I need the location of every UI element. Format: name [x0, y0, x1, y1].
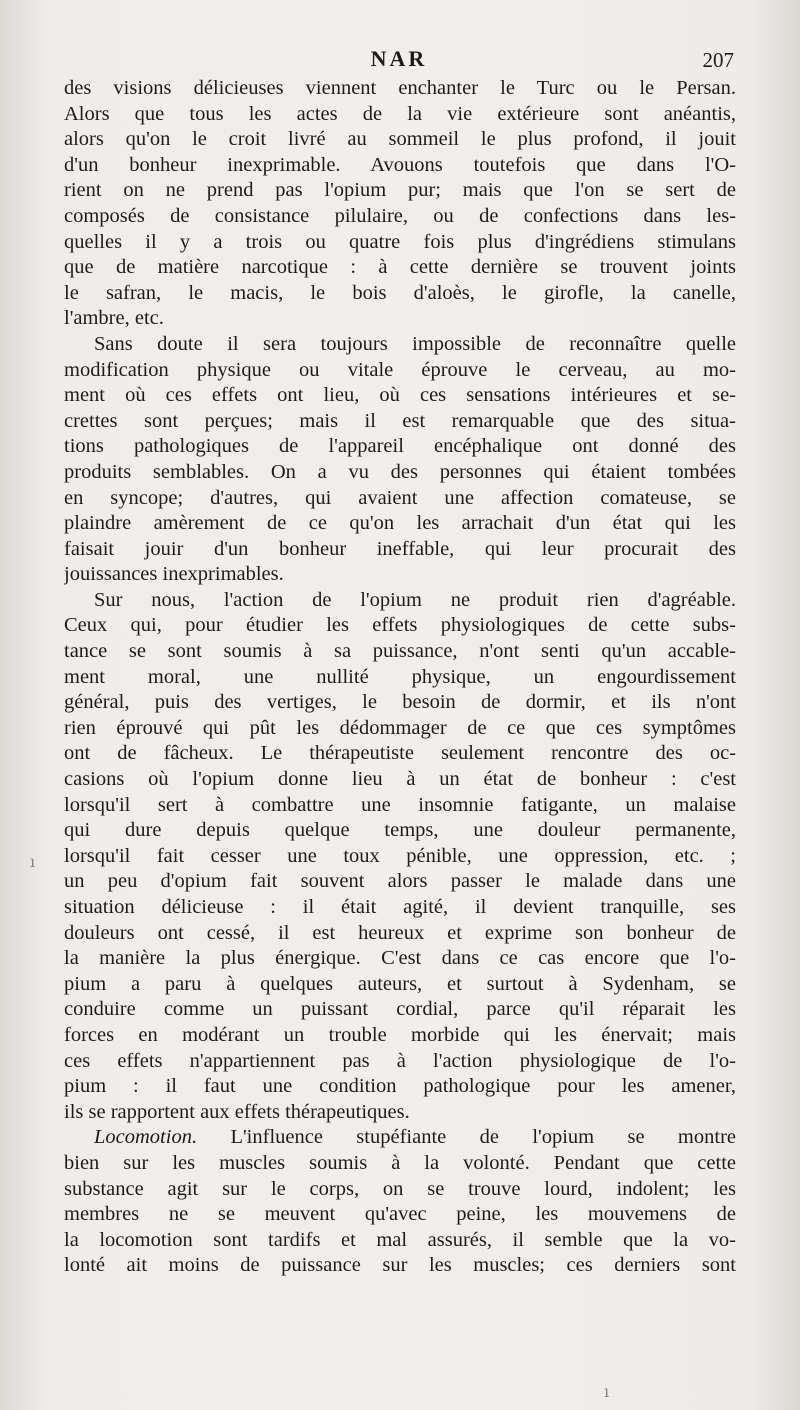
page-number: 207 [702, 48, 734, 72]
text-line: qui dure depuis quelque temps, une douleur permanente, [64, 819, 736, 842]
text-line: bien sur les muscles soumis à la volonté. Pendant que cette [64, 1151, 736, 1174]
text-line: douleurs ont cessé, il est heureux et exprime son bonheur de [64, 921, 736, 944]
text-line-locomotion [64, 1125, 736, 1151]
section-heading-locomotion: Locomotion. [94, 1126, 198, 1149]
text-line: Ceux qui, pour étudier les effets physiologiques de cette subs- [64, 614, 736, 637]
margin-tick-mark: ı [604, 1382, 610, 1401]
body-text [64, 76, 736, 1279]
text-line: lonté ait moins de puissance sur les muscles; ces derniers sont [64, 1254, 736, 1277]
text-line: général, puis des vertiges, le besoin de dormir, et ils n'ont [64, 691, 736, 714]
text-line: membres ne se meuvent qu'avec peine, les mouvemens de [64, 1203, 736, 1226]
text-line: lorsqu'il fait cesser une toux pénible, une oppression, etc. ; [64, 844, 736, 867]
text-line: un peu d'opium fait souvent alors passer le malade dans une [64, 870, 736, 893]
text-line: lorsqu'il sert à combattre une insomnie fatigante, un malaise [64, 793, 736, 816]
text-line: situation délicieuse : il était agité, il devient tranquille, ses [64, 896, 736, 918]
text-line: ment moral, une nullité physique, un engourdissement [64, 665, 736, 688]
text-line: des visions délicieuses viennent enchanter le Turc ou le Persan. [64, 77, 736, 99]
text-line: crettes sont perçues; mais il est remarquable que des situa- [64, 409, 736, 432]
text-line: forces en modérant un trouble morbide qui les énervait; mais [64, 1023, 736, 1046]
text-line: plaindre amèrement de ce qu'on les arrachait d'un état qui les [64, 512, 736, 535]
text-line: en syncope; d'autres, qui avaient une affection comateuse, se [64, 486, 736, 509]
text-line: conduire comme un puissant cordial, parce qu'il réparait les [64, 998, 736, 1021]
text-line: tance se sont soumis à sa puissance, n'ont senti qu'un accable- [64, 640, 736, 663]
text-line: l'ambre, etc. [64, 307, 164, 330]
text-line: quelles il y a trois ou quatre fois plus d'ingrédiens stimulans [64, 230, 736, 253]
text-line: Sans doute il sera toujours impossible de reconnaître quelle [94, 332, 736, 355]
text-line: rien éprouvé qui pût les dédommager de ce que ces symptômes [64, 716, 736, 739]
text-line: la locomotion sont tardifs et mal assurés, il semble que la vo- [64, 1228, 736, 1251]
text-line: produits semblables. On a vu des personnes qui étaient tombées [64, 460, 736, 483]
text-line: tions pathologiques de l'appareil encéphalique ont donné des [64, 435, 736, 458]
text-line-fragment: L'influence stupéfiante de l'opium se montre [230, 1126, 736, 1149]
text-line: modification physique ou vitale éprouve le cerveau, au mo- [64, 358, 736, 381]
text-line: ont de fâcheux. Le thérapeutiste seulement rencontre des oc- [64, 742, 736, 765]
text-line: ils se rapportent aux effets thérapeutiques. [64, 1100, 410, 1123]
text-line: Sur nous, l'action de l'opium ne produit rien d'agréable. [94, 588, 736, 611]
margin-tick-mark: ı [30, 852, 36, 871]
text-line: casions où l'opium donne lieu à un état de bonheur : c'est [64, 768, 736, 791]
text-line: rient on ne prend pas l'opium pur; mais que l'on se sert de [64, 179, 736, 202]
text-line: la manière la plus énergique. C'est dans ce cas encore que l'o- [64, 947, 736, 970]
running-head [64, 46, 734, 74]
text-line: jouissances inexprimables. [64, 563, 284, 586]
text-line: pium : il faut une condition pathologique pour les amener, [64, 1075, 736, 1098]
text-line: ment où ces effets ont lieu, où ces sensations intérieures et se- [64, 384, 736, 407]
text-line: pium a paru à quelques auteurs, et surtout à Sydenham, se [64, 972, 736, 995]
text-line: le safran, le macis, le bois d'aloès, le girofle, la canelle, [64, 281, 736, 304]
text-line: faisait jouir d'un bonheur ineffable, qui leur procurait des [64, 537, 736, 560]
text-line: substance agit sur le corps, on se trouve lourd, indolent; les [64, 1177, 736, 1200]
text-line: composés de consistance pilulaire, ou de confections dans les- [64, 204, 736, 227]
text-line: d'un bonheur inexprimable. Avouons toutefois que dans l'O- [64, 153, 736, 176]
text-line: ces effets n'appartiennent pas à l'action physiologique de l'o- [64, 1049, 736, 1072]
text-line: alors qu'on le croit livré au sommeil le plus profond, il jouit [64, 128, 736, 151]
text-line: Alors que tous les actes de la vie extérieure sont anéantis, [64, 102, 736, 125]
running-head-title: NAR [370, 46, 428, 71]
text-line: que de matière narcotique : à cette dernière se trouvent joints [64, 256, 736, 279]
